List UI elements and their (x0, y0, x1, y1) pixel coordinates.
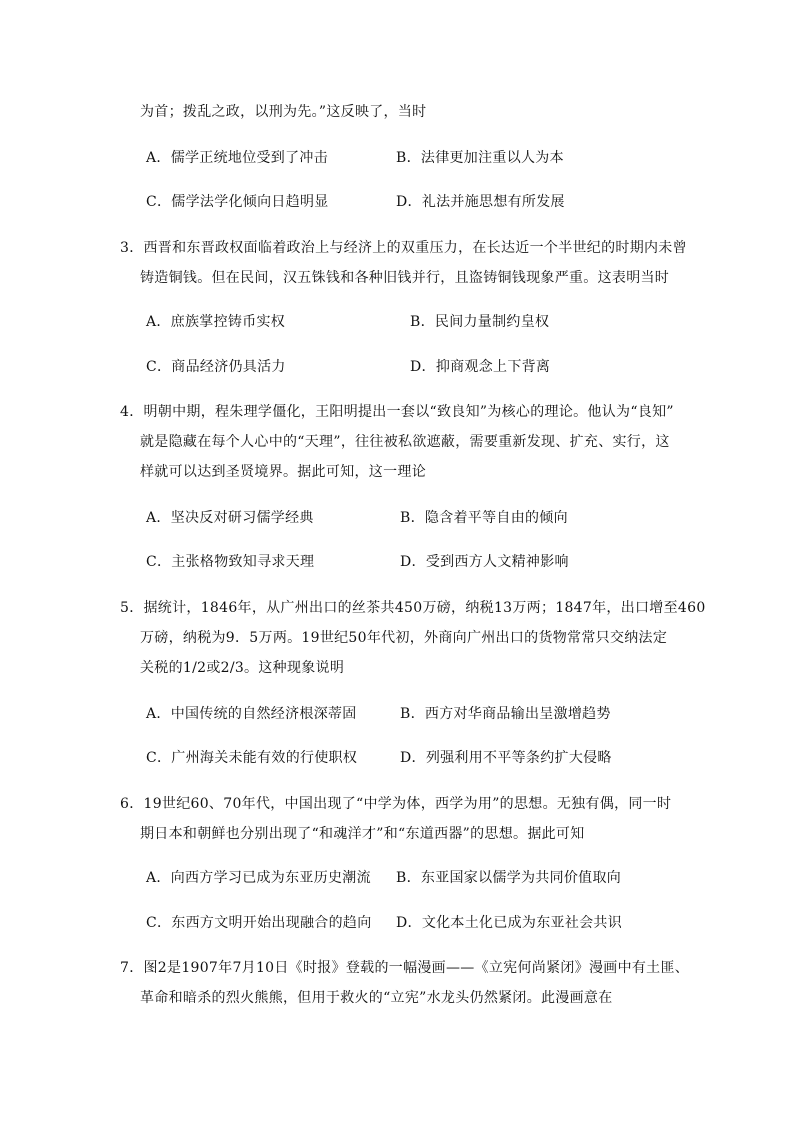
question-3-option-b: B．民间力量制约皇权 (410, 314, 550, 330)
question-6-option-a: A．向西方学习已成为东亚历史潮流 (146, 870, 371, 886)
question-3-option-a: A．庶族掌控铸币实权 (146, 314, 286, 330)
question-6-line-2: 期日本和朝鲜也分别出现了“和魂洋才”和“东道西器”的思想。据此可知 (140, 826, 585, 842)
question-4-option-c: C．主张格物致知寻求天理 (146, 554, 315, 570)
question-4-line-3: 样就可以达到圣贤境界。据此可知，这一理论 (140, 464, 426, 480)
question-4-option-d: D．受到西方人文精神影响 (400, 554, 569, 570)
question-6-option-c: C．东西方文明开始出现融合的趋向 (146, 915, 372, 931)
question-7-line-2: 革命和暗杀的烈火熊熊，但用于救火的“立宪”水龙头仍然紧闭。此漫画意在 (140, 990, 613, 1006)
question-2-option-a: A．儒学正统地位受到了冲击 (146, 150, 329, 166)
question-2-stem-continuation: 为首；拨乱之政，以刑为先。”这反映了，当时 (140, 104, 427, 120)
question-5-option-b: B．西方对华商品输出呈激增趋势 (400, 706, 611, 722)
question-4-option-a: A．坚决反对研习儒学经典 (146, 510, 314, 526)
question-2-option-c: C．儒学法学化倾向日趋明显 (146, 194, 329, 210)
question-3-line-2: 铸造铜钱。但在民间，汉五铢钱和各种旧钱并行，且盗铸铜钱现象严重。这表明当时 (140, 270, 670, 286)
question-3-line-1: 3．西晋和东晋政权面临着政治上与经济上的双重压力，在长达近一个半世纪的时期内未曾 (120, 240, 687, 256)
question-7-line-1: 7．图2是1907年7月10日《时报》登载的一幅漫画——《立宪何尚紧闭》漫画中有土匪、 (120, 960, 690, 976)
question-5-option-d: D．列强利用不平等条约扩大侵略 (400, 750, 612, 766)
question-5-option-c: C．广州海关未能有效的行使职权 (146, 750, 358, 766)
question-3-option-d: D．抑商观念上下背离 (410, 359, 551, 375)
question-5-option-a: A．中国传统的自然经济根深蒂固 (146, 706, 357, 722)
question-2-option-b: B．法律更加注重以人为本 (396, 150, 564, 166)
question-4-line-2: 就是隐藏在每个人心中的“天理”，往往被私欲遮蔽，需要重新发现、扩充、实行，这 (140, 434, 670, 450)
question-5-line-1: 5．据统计，1846年，从广州出口的丝茶共450万磅，纳税13万两；1847年，出口增至460 (120, 600, 706, 616)
question-6-option-b: B．东亚国家以儒学为共同价值取向 (396, 870, 622, 886)
question-5-line-2: 万磅，纳税为9．5万两。19世纪50年代初，外商向广州出口的货物常常只交纳法定 (140, 630, 668, 646)
question-6-line-1: 6．19世纪60、70年代，中国出现了“中学为体，西学为用”的思想。无独有偶，同一时 (120, 796, 672, 812)
question-5-line-3: 关税的1/2或2/3。这种现象说明 (140, 660, 345, 676)
question-3-option-c: C．商品经济仍具活力 (146, 359, 286, 375)
question-2-option-d: D．礼法并施思想有所发展 (396, 194, 565, 210)
question-4-line-1: 4．明朝中期，程朱理学僵化，王阳明提出一套以“致良知”为核心的理论。他认为“良知” (120, 404, 674, 420)
question-4-option-b: B．隐含着平等自由的倾向 (400, 510, 568, 526)
question-6-option-d: D．文化本土化已成为东亚社会共识 (396, 915, 623, 931)
